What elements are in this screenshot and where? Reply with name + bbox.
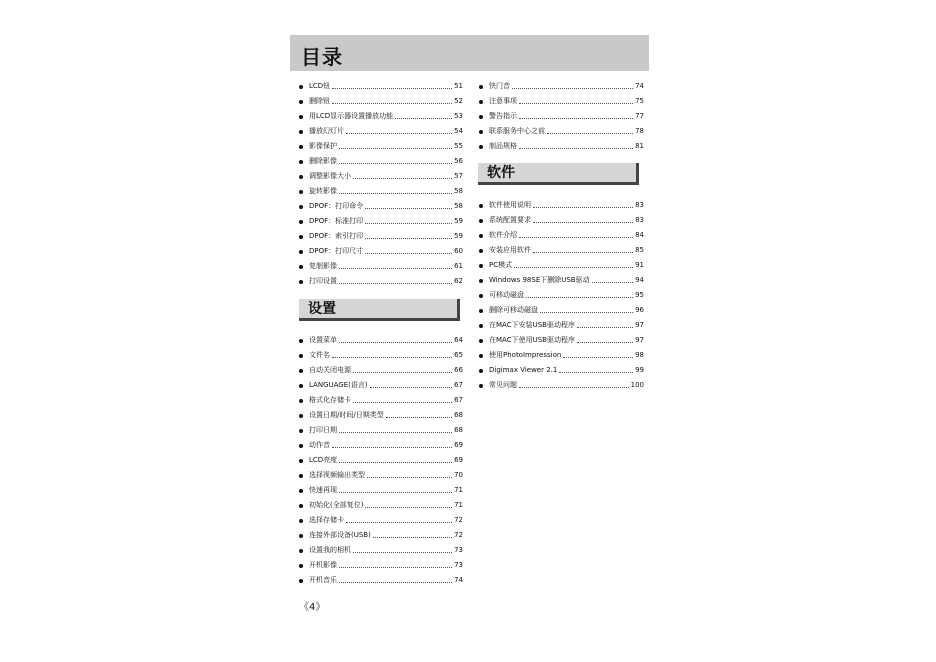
page-number: 《4》 xyxy=(299,602,326,613)
toc-item[interactable] xyxy=(299,468,463,483)
toc-item[interactable] xyxy=(479,243,644,258)
toc-item-label: 删除影像 xyxy=(309,157,337,165)
toc-item-page: 64 xyxy=(454,336,463,344)
toc-item-label: DPOF：标准打印 xyxy=(309,217,364,225)
toc-item[interactable] xyxy=(299,348,463,363)
toc-item[interactable] xyxy=(299,184,463,199)
toc-item[interactable] xyxy=(299,573,463,588)
toc-item-label: 格式化存储卡 xyxy=(309,396,351,404)
dot-leader xyxy=(577,342,633,343)
dot-leader xyxy=(339,492,452,493)
bullet-icon xyxy=(299,205,303,209)
toc-item-page: 95 xyxy=(635,291,644,299)
toc-item-label: 开机影像 xyxy=(309,561,337,569)
bullet-icon xyxy=(479,309,483,313)
toc-item-page: 100 xyxy=(630,381,644,389)
toc-item[interactable] xyxy=(479,79,644,94)
toc-item[interactable] xyxy=(479,213,644,228)
toc-item-page: 78 xyxy=(635,127,644,135)
toc-item-page: 58 xyxy=(454,187,463,195)
bullet-icon xyxy=(299,145,303,149)
toc-item-page: 98 xyxy=(635,351,644,359)
toc-item[interactable] xyxy=(299,438,463,453)
toc-item[interactable] xyxy=(299,498,463,513)
toc-item-page: 61 xyxy=(454,262,463,270)
toc-item-page: 84 xyxy=(635,231,644,239)
toc-item[interactable] xyxy=(299,214,463,229)
toc-item[interactable] xyxy=(479,198,644,213)
dot-leader xyxy=(395,118,452,119)
bullet-icon xyxy=(299,115,303,119)
toc-item[interactable] xyxy=(479,94,644,109)
toc-item-label: 复制影像 xyxy=(309,262,337,270)
bullet-icon xyxy=(479,264,483,268)
dot-leader xyxy=(519,237,633,238)
bullet-icon xyxy=(479,294,483,298)
bullet-icon xyxy=(299,100,303,104)
toc-item-page: 74 xyxy=(454,576,463,584)
toc-item-page: 69 xyxy=(454,456,463,464)
bullet-icon xyxy=(479,279,483,283)
toc-item[interactable] xyxy=(299,274,463,289)
bullet-icon xyxy=(299,220,303,224)
toc-item-page: 91 xyxy=(635,261,644,269)
toc-item-label: 注意事项 xyxy=(489,97,517,105)
dot-leader xyxy=(339,342,452,343)
dot-leader xyxy=(332,357,452,358)
bullet-icon xyxy=(299,564,303,568)
dot-leader xyxy=(514,267,633,268)
dot-leader xyxy=(519,118,633,119)
toc-item-label: 制品规格 xyxy=(489,142,517,150)
bullet-icon xyxy=(299,265,303,269)
dot-leader xyxy=(559,372,633,373)
toc-item[interactable] xyxy=(479,303,644,318)
toc-item-label: Windows 98SE下删除USB驱动 xyxy=(489,276,590,284)
toc-item[interactable] xyxy=(299,124,463,139)
toc-item-page: 58 xyxy=(454,202,463,210)
toc-item[interactable] xyxy=(479,109,644,124)
bullet-icon xyxy=(299,85,303,89)
dot-leader xyxy=(373,537,452,538)
toc-item-label: LCD钮 xyxy=(309,82,331,90)
bullet-icon xyxy=(299,369,303,373)
dot-leader xyxy=(365,507,452,508)
toc-item-label: 警告指示 xyxy=(489,112,517,120)
toc-item[interactable] xyxy=(299,423,463,438)
toc-item-label: 设置我的相机 xyxy=(309,546,351,554)
toc-item-page: 57 xyxy=(454,172,463,180)
bullet-icon xyxy=(299,474,303,478)
dot-leader xyxy=(577,327,633,328)
toc-item-page: 69 xyxy=(454,441,463,449)
toc-item[interactable] xyxy=(299,453,463,468)
toc-item-label: LANGUAGE(语言) xyxy=(309,381,368,389)
toc-item-page: 55 xyxy=(454,142,463,150)
dot-leader xyxy=(533,222,633,223)
toc-item-label: 连接外部设备(USB) xyxy=(309,531,371,539)
toc-item[interactable] xyxy=(299,139,463,154)
dot-leader xyxy=(332,88,452,89)
dot-leader xyxy=(332,447,452,448)
toc-item[interactable] xyxy=(299,558,463,573)
toc-item-label: 自动关闭电源 xyxy=(309,366,351,374)
toc-item-label: DPOF：打印尺寸 xyxy=(309,247,364,255)
section-title-settings: 设置 xyxy=(308,301,336,317)
dot-leader xyxy=(365,238,452,239)
toc-item[interactable] xyxy=(479,273,644,288)
bullet-icon xyxy=(299,175,303,179)
bullet-icon xyxy=(299,444,303,448)
toc-item-label: 打印日期 xyxy=(309,426,337,434)
dot-leader xyxy=(339,283,452,284)
toc-item-page: 53 xyxy=(454,112,463,120)
toc-item[interactable] xyxy=(299,199,463,214)
toc-item-page: 83 xyxy=(635,201,644,209)
bullet-icon xyxy=(479,384,483,388)
dot-leader xyxy=(533,207,633,208)
toc-item[interactable] xyxy=(299,543,463,558)
toc-item-label: 文件名 xyxy=(309,351,330,359)
bullet-icon xyxy=(299,504,303,508)
bullet-icon xyxy=(479,369,483,373)
dot-leader xyxy=(339,268,452,269)
dot-leader xyxy=(353,372,452,373)
bullet-icon xyxy=(479,100,483,104)
toc-item[interactable] xyxy=(479,363,644,378)
section-header-settings xyxy=(299,299,460,321)
bullet-icon xyxy=(299,280,303,284)
toc-item-label: 打印设置 xyxy=(309,277,337,285)
toc-item[interactable] xyxy=(299,94,463,109)
toc-item-label: LCD亮度 xyxy=(309,456,338,464)
toc-item-page: 67 xyxy=(454,381,463,389)
toc-item[interactable] xyxy=(299,378,463,393)
dot-leader xyxy=(386,417,452,418)
toc-item-label: 影像保护 xyxy=(309,142,337,150)
dot-leader xyxy=(526,297,633,298)
bullet-icon xyxy=(479,324,483,328)
toc-item-page: 60 xyxy=(454,247,463,255)
toc-item[interactable] xyxy=(299,109,463,124)
dot-leader xyxy=(519,148,633,149)
dot-leader xyxy=(547,133,633,134)
dot-leader xyxy=(339,148,452,149)
toc-item[interactable] xyxy=(299,363,463,378)
toc-item-label: 用LCD显示器设置播放功能 xyxy=(309,112,394,120)
dot-leader xyxy=(353,552,452,553)
bullet-icon xyxy=(299,489,303,493)
bullet-icon xyxy=(299,190,303,194)
toc-item-label: 删除钮 xyxy=(309,97,330,105)
toc-item-label: 选择存储卡 xyxy=(309,516,344,524)
toc-item-label: 旋转影像 xyxy=(309,187,337,195)
toc-item-page: 72 xyxy=(454,531,463,539)
toc-item[interactable] xyxy=(299,229,463,244)
dot-leader xyxy=(353,402,452,403)
toc-item-page: 94 xyxy=(635,276,644,284)
toc-item-page: 65 xyxy=(454,351,463,359)
bullet-icon xyxy=(479,219,483,223)
dot-leader xyxy=(365,208,452,209)
toc-item-label: 使用PhotoImpression xyxy=(489,351,562,359)
bullet-icon xyxy=(299,339,303,343)
toc-item-page: 70 xyxy=(454,471,463,479)
toc-item-label: 删除可移动磁盘 xyxy=(489,306,538,314)
toc-item-label: 在MAC下安装USB驱动程序 xyxy=(489,321,575,329)
bullet-icon xyxy=(299,429,303,433)
dot-leader xyxy=(519,103,633,104)
bullet-icon xyxy=(299,519,303,523)
toc-item-page: 68 xyxy=(454,426,463,434)
toc-item-label: 软件使用说明 xyxy=(489,201,531,209)
bullet-icon xyxy=(479,145,483,149)
toc-item-page: 83 xyxy=(635,216,644,224)
toc-item[interactable] xyxy=(479,318,644,333)
toc-item[interactable] xyxy=(479,348,644,363)
bullet-icon xyxy=(299,235,303,239)
section-header-software xyxy=(478,163,639,185)
dot-leader xyxy=(339,567,452,568)
toc-item[interactable] xyxy=(299,79,463,94)
toc-item[interactable] xyxy=(479,139,644,154)
toc-item[interactable] xyxy=(299,333,463,348)
toc-item-page: 71 xyxy=(454,501,463,509)
dot-leader xyxy=(353,178,452,179)
dot-leader xyxy=(346,133,452,134)
toc-item-page: 97 xyxy=(635,321,644,329)
bullet-icon xyxy=(299,354,303,358)
dot-leader xyxy=(339,462,452,463)
toc-item-page: 72 xyxy=(454,516,463,524)
toc-item-label: 设置菜单 xyxy=(309,336,337,344)
section-title-software: 软件 xyxy=(487,165,515,181)
toc-item-page: 62 xyxy=(454,277,463,285)
dot-leader xyxy=(339,432,452,433)
bullet-icon xyxy=(479,354,483,358)
toc-item[interactable] xyxy=(479,333,644,348)
dot-leader xyxy=(563,357,633,358)
title-bar xyxy=(290,35,649,71)
toc-item-label: 可移动磁盘 xyxy=(489,291,524,299)
toc-item-page: 67 xyxy=(454,396,463,404)
dot-leader xyxy=(512,88,633,89)
bullet-icon xyxy=(299,250,303,254)
toc-item-label: 选择视频输出类型 xyxy=(309,471,365,479)
dot-leader xyxy=(519,387,629,388)
page-title: 目录 xyxy=(301,45,343,69)
bullet-icon xyxy=(479,249,483,253)
toc-item[interactable] xyxy=(299,528,463,543)
dot-leader xyxy=(339,582,452,583)
bullet-icon xyxy=(299,459,303,463)
toc-item-page: 74 xyxy=(635,82,644,90)
toc-item-label: Digimax Viewer 2.1 xyxy=(489,366,558,374)
toc-item[interactable] xyxy=(299,244,463,259)
dot-leader xyxy=(332,103,452,104)
toc-item-label: PC模式 xyxy=(489,261,513,269)
toc-item-page: 68 xyxy=(454,411,463,419)
toc-item-page: 56 xyxy=(454,157,463,165)
toc-item-page: 73 xyxy=(454,546,463,554)
toc-item-label: DPOF：打印命令 xyxy=(309,202,364,210)
bullet-icon xyxy=(479,339,483,343)
toc-item-page: 66 xyxy=(454,366,463,374)
bullet-icon xyxy=(479,115,483,119)
toc-item-page: 77 xyxy=(635,112,644,120)
bullet-icon xyxy=(299,160,303,164)
dot-leader xyxy=(365,253,452,254)
toc-item-label: 常见问题 xyxy=(489,381,517,389)
toc-item[interactable] xyxy=(479,228,644,243)
toc-item[interactable] xyxy=(299,169,463,184)
toc-item-page: 97 xyxy=(635,336,644,344)
toc-item-page: 73 xyxy=(454,561,463,569)
toc-item[interactable] xyxy=(299,259,463,274)
bullet-icon xyxy=(479,204,483,208)
toc-item[interactable] xyxy=(299,408,463,423)
toc-item-page: 81 xyxy=(635,142,644,150)
bullet-icon xyxy=(479,130,483,134)
toc-item-label: 调整影像大小 xyxy=(309,172,351,180)
bullet-icon xyxy=(299,384,303,388)
toc-item-page: 59 xyxy=(454,232,463,240)
toc-item-label: 播放幻灯片 xyxy=(309,127,344,135)
toc-item[interactable] xyxy=(479,378,644,393)
toc-item-page: 54 xyxy=(454,127,463,135)
toc-item-page: 71 xyxy=(454,486,463,494)
dot-leader xyxy=(346,522,452,523)
toc-item-page: 51 xyxy=(454,82,463,90)
bullet-icon xyxy=(299,534,303,538)
dot-leader xyxy=(339,193,452,194)
bullet-icon xyxy=(299,130,303,134)
toc-item[interactable] xyxy=(479,124,644,139)
toc-item-label: 系统配置要求 xyxy=(489,216,531,224)
toc-item-label: 设置日期/时间/日期类型 xyxy=(309,411,384,419)
toc-item[interactable] xyxy=(299,393,463,408)
dot-leader xyxy=(540,312,633,313)
dot-leader xyxy=(367,477,452,478)
toc-item-page: 75 xyxy=(635,97,644,105)
toc-item-label: 在MAC下使用USB驱动程序 xyxy=(489,336,575,344)
bullet-icon xyxy=(299,399,303,403)
toc-item-label: DPOF：索引打印 xyxy=(309,232,364,240)
toc-item-page: 96 xyxy=(635,306,644,314)
toc-item-page: 52 xyxy=(454,97,463,105)
bullet-icon xyxy=(479,234,483,238)
dot-leader xyxy=(592,282,633,283)
dot-leader xyxy=(365,223,452,224)
bullet-icon xyxy=(299,579,303,583)
toc-item-label: 安装应用软件 xyxy=(489,246,531,254)
toc-item-label: 动作音 xyxy=(309,441,330,449)
dot-leader xyxy=(370,387,452,388)
toc-item-page: 59 xyxy=(454,217,463,225)
bullet-icon xyxy=(299,414,303,418)
toc-item-label: 联系服务中心之前 xyxy=(489,127,545,135)
toc-item-label: 初始化(全部复位) xyxy=(309,501,364,509)
toc-item[interactable] xyxy=(479,288,644,303)
bullet-icon xyxy=(299,549,303,553)
toc-item-label: 快速再现 xyxy=(309,486,337,494)
toc-item-page: 99 xyxy=(635,366,644,374)
dot-leader xyxy=(533,252,633,253)
toc-item-label: 开机音乐 xyxy=(309,576,337,584)
toc-item[interactable] xyxy=(299,483,463,498)
toc-item-label: 软件介绍 xyxy=(489,231,517,239)
toc-item-label: 快门音 xyxy=(489,82,510,90)
bullet-icon xyxy=(479,85,483,89)
toc-item[interactable] xyxy=(479,258,644,273)
toc-item-page: 85 xyxy=(635,246,644,254)
toc-item[interactable] xyxy=(299,154,463,169)
toc-item[interactable] xyxy=(299,513,463,528)
dot-leader xyxy=(339,163,452,164)
